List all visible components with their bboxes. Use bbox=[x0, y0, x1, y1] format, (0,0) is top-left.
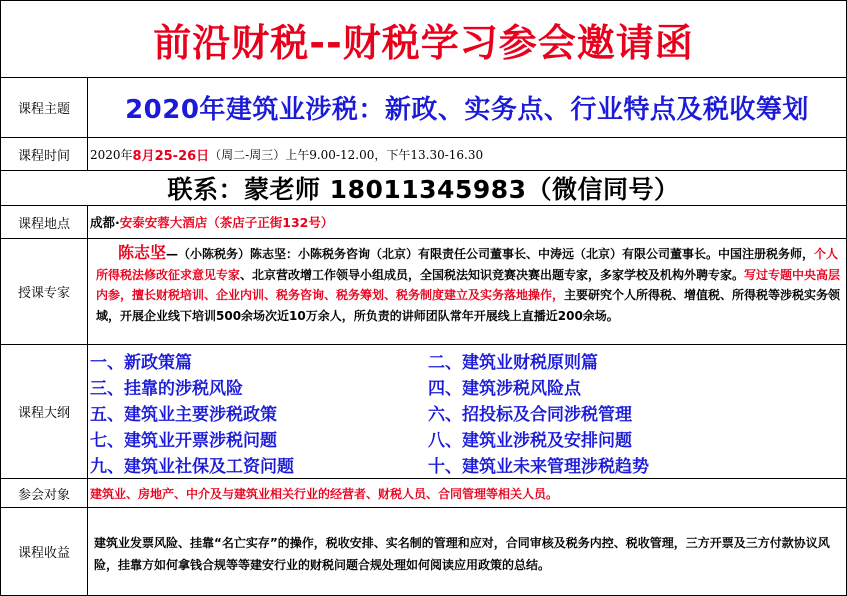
venue-city: 成都· bbox=[90, 215, 120, 230]
outline-item: 八、建筑业涉税及安排问题 bbox=[428, 430, 632, 451]
expert-bio bbox=[88, 239, 846, 326]
venue-label: 课程地点 bbox=[1, 206, 88, 238]
outline-item: 六、招投标及合同涉税管理 bbox=[428, 404, 632, 425]
audience-value: 建筑业、房地产、中介及与建筑业相关行业的经营者、财税人员、合同管理等相关人员。 bbox=[90, 486, 559, 501]
course-date: 8月25-26日 bbox=[132, 148, 210, 164]
title-row bbox=[1, 1, 846, 78]
gains-row bbox=[1, 508, 846, 595]
outline-item: 四、建筑涉税风险点 bbox=[428, 378, 581, 399]
outline-item: 九、建筑业社保及工资问题 bbox=[90, 456, 294, 477]
expert-bio-part: 、北京营改增工作领导小组成员，全国税法知识竞赛决赛出题专家，多家学校及机构外聘专家。 bbox=[240, 267, 745, 282]
outline-item: 十、建筑业未来管理涉税趋势 bbox=[428, 456, 649, 477]
outline-item: 五、建筑业主要涉税政策 bbox=[90, 404, 277, 425]
outline-item: 一、新政策篇 bbox=[90, 352, 192, 373]
outline-grid bbox=[88, 345, 846, 478]
venue-hotel: 安泰安蓉大酒店（茶店子正街132号） bbox=[119, 215, 334, 230]
expert-name: 陈志坚 bbox=[118, 243, 167, 262]
expert-row bbox=[1, 239, 846, 345]
audience-row bbox=[1, 479, 846, 508]
expert-bio-part: 主要研究个人所得税、增值税、所得税等涉税实务领域，开展企业线下培训500余场次近10万余人，所负责的讲师团队常年开展线上直播近200余场。 bbox=[96, 288, 841, 323]
course-time-value bbox=[88, 138, 846, 170]
course-topic-row bbox=[1, 78, 846, 138]
venue-value bbox=[88, 206, 846, 238]
contact-row bbox=[1, 171, 846, 206]
outline-row bbox=[1, 345, 846, 479]
outline-item: 三、挂靠的涉税风险 bbox=[90, 378, 243, 399]
contact-text: 联系：蒙老师 18011345983（微信同号） bbox=[167, 175, 680, 204]
course-time-rest: （周二-周三）上午9.00-12.00，下午13.30-16.30 bbox=[209, 147, 484, 162]
course-time-row bbox=[1, 138, 846, 171]
audience-label: 参会对象 bbox=[1, 479, 88, 507]
page-title: 前沿财税--财税学习参会邀请函 bbox=[153, 20, 694, 65]
expert-label: 授课专家 bbox=[1, 239, 88, 344]
course-time-prefix: 2020年 bbox=[90, 147, 133, 162]
outline-label: 课程大纲 bbox=[1, 345, 88, 478]
gains-value: 建筑业发票风险、挂靠“名亡实存”的操作，税收安排、实名制的管理和应对，合同审核及税务内控、税收管理，三方开票及三方付款协议风险，挂靠方如何拿钱合规等等建安行业的财税问题合规处理如何阅读应用政策的总结。 bbox=[94, 536, 830, 572]
venue-row bbox=[1, 206, 846, 239]
course-topic-label: 课程主题 bbox=[1, 78, 88, 137]
course-topic-value: 2020年建筑业涉税：新政、实务点、行业特点及税收筹划 bbox=[125, 95, 809, 125]
expert-bio-part: 个人所得税法修改征求意见专家 bbox=[96, 247, 839, 282]
expert-bio-part: —（小陈税务）陈志坚：小陈税务咨询（北京）有限责任公司董事长、中涛远（北京）有限公司董事长。中国注册税务师， bbox=[166, 247, 815, 261]
outline-item: 七、建筑业开票涉税问题 bbox=[90, 430, 277, 451]
gains-label: 课程收益 bbox=[1, 508, 88, 595]
outline-item: 二、建筑业财税原则篇 bbox=[428, 352, 598, 373]
expert-bio-part: 写过专题中央高层内参，擅长财税培训、企业内训、税务咨询、税务筹划、税务制度建立及实务落地操作， bbox=[96, 267, 841, 302]
course-time-label: 课程时间 bbox=[1, 138, 88, 170]
